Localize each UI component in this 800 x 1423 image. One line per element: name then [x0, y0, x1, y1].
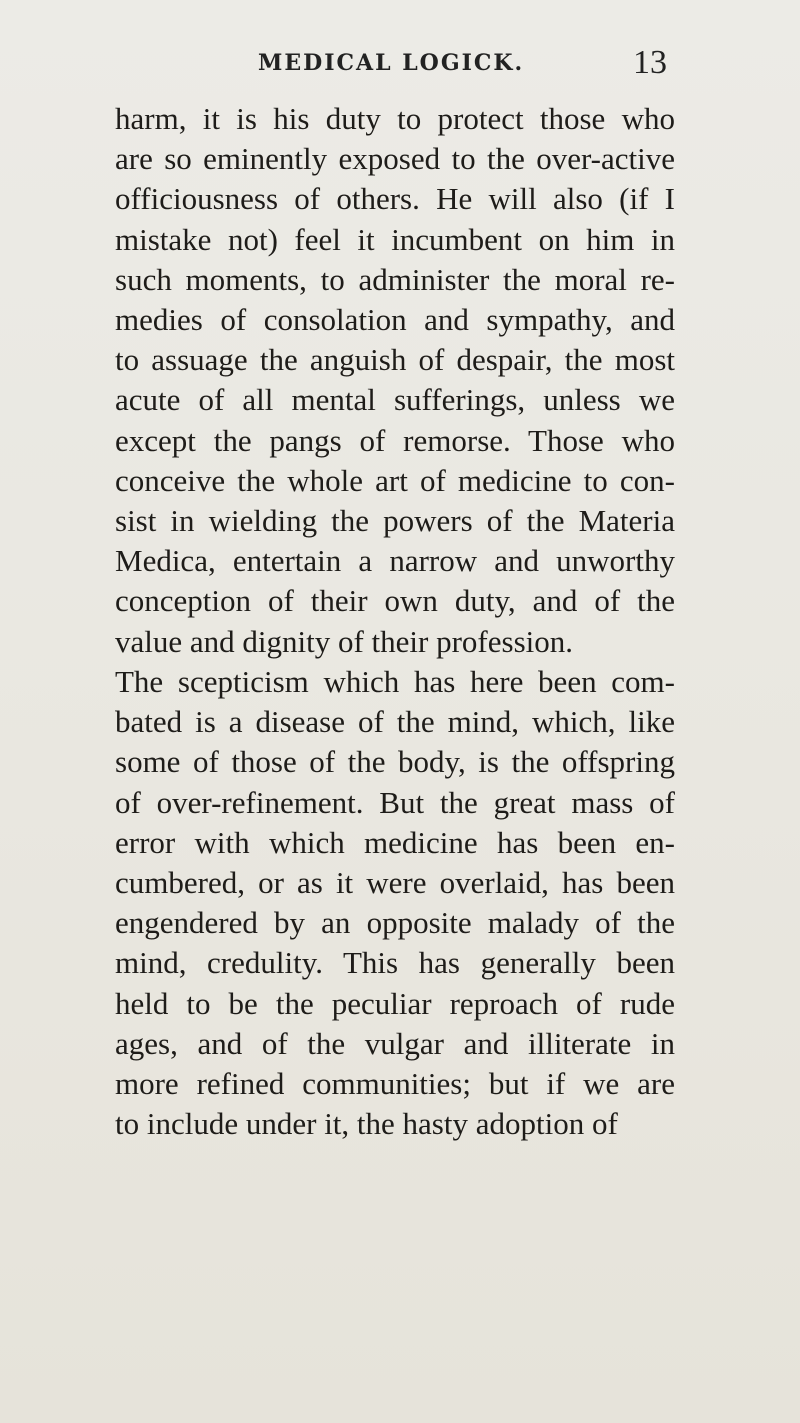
text-line: except the pangs of remorse. Those who: [115, 422, 675, 458]
text-line: to include under it, the hasty adoption of: [115, 1106, 618, 1142]
text-line: The scepticism which has here been com-: [115, 664, 675, 699]
text-line: cumbered, or as it were overlaid, has been: [115, 865, 675, 901]
text-line: value and dignity of their profession.: [115, 623, 574, 659]
text-line: error with which medicine has been en-: [115, 824, 675, 860]
text-line: harm, it is his duty to protect those who: [115, 101, 675, 136]
text-line: engendered by an opposite malady of the: [115, 905, 675, 941]
text-line: such moments, to administer the moral re-: [115, 261, 675, 297]
text-line: to assuage the anguish of despair, the most: [115, 342, 675, 378]
running-title: MEDICAL LOGICK.: [258, 50, 525, 76]
text-line: more refined communities; but if we are: [115, 1066, 675, 1102]
text-line: bated is a disease of the mind, which, like: [115, 704, 675, 740]
paragraph-1: [115, 99, 675, 662]
text-line: mistake not) feel it incumbent on him in: [115, 221, 675, 257]
text-line: conception of their own duty, and of the: [115, 583, 675, 619]
text-line: conceive the whole art of medicine to con-: [115, 462, 675, 498]
page-number: 13: [633, 44, 667, 81]
text-line: officiousness of others. He will also (if I: [115, 181, 675, 217]
text-line: are so eminently exposed to the over-active: [115, 141, 675, 177]
text-line: some of those of the body, is the offspring: [115, 744, 675, 780]
text-line: of over-refinement. But the great mass of: [115, 784, 675, 820]
text-line: acute of all mental sufferings, unless we: [115, 382, 675, 418]
text-line: Medica, entertain a narrow and unworthy: [115, 543, 675, 579]
text-line: ages, and of the vulgar and illiterate in: [115, 1025, 675, 1061]
text-line: medies of consolation and sympathy, and: [115, 302, 675, 338]
paragraph-2: [115, 662, 675, 1144]
text-line: mind, credulity. This has generally been: [115, 945, 675, 981]
text-line: sist in wielding the powers of the Materia: [115, 503, 675, 539]
text-line: held to be the peculiar reproach of rude: [115, 985, 675, 1021]
